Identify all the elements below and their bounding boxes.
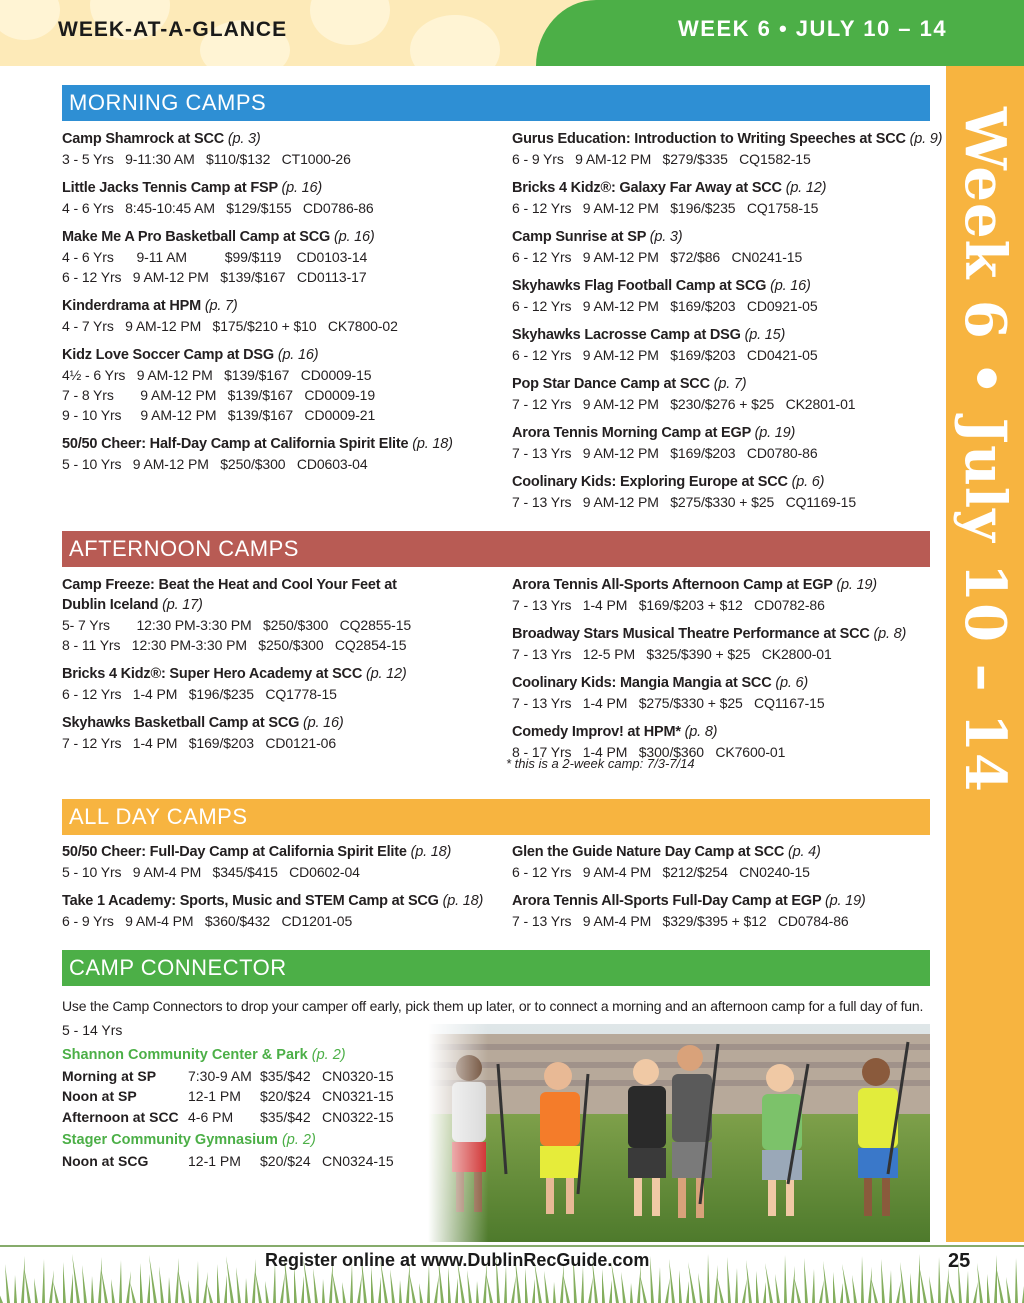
connector-code: CN0320-15 bbox=[322, 1067, 394, 1084]
page-reference: (p. 16) bbox=[333, 229, 375, 245]
camp-session: 4 - 6 Yrs 8:45-10:45 AM $129/$155 CD0786-86 bbox=[62, 200, 374, 216]
camp-connector-heading: CAMP CONNECTOR bbox=[62, 950, 930, 986]
camp-session: 6 - 12 Yrs 9 AM-12 PM $169/$203 CD0421-05 bbox=[512, 347, 818, 363]
camp-listing bbox=[62, 129, 492, 169]
camp-session: 8 - 11 Yrs 12:30 PM-3:30 PM $250/$300 CQ2854-15 bbox=[62, 637, 407, 653]
connector-time: 12-1 PM bbox=[188, 1088, 241, 1104]
camp-listing bbox=[62, 664, 492, 704]
camp-session: 5 - 10 Yrs 9 AM-12 PM $250/$300 CD0603-04 bbox=[62, 456, 368, 472]
camp-title: Bricks 4 Kidz®: Galaxy Far Away at SCC (p. 12) bbox=[512, 180, 827, 196]
camp-listing bbox=[512, 178, 942, 218]
connector-name: Morning at SP bbox=[62, 1067, 157, 1084]
camp-session: 7 - 13 Yrs 9 AM-4 PM $329/$395 + $12 CD0784-86 bbox=[512, 913, 849, 929]
connector-price: $20/$24 bbox=[260, 1088, 311, 1104]
camp-session: 7 - 12 Yrs 9 AM-12 PM $230/$276 + $25 CK2801-01 bbox=[512, 396, 856, 412]
camp-listing bbox=[62, 227, 492, 287]
page-reference: (p. 16) bbox=[303, 715, 344, 731]
camp-title: Skyhawks Basketball Camp at SCG (p. 16) bbox=[62, 715, 344, 731]
camp-session: 6 - 12 Yrs 9 AM-12 PM $139/$167 CD0113-17 bbox=[62, 269, 367, 285]
connector-price: $35/$42 bbox=[260, 1067, 311, 1084]
connector-row bbox=[62, 1107, 422, 1128]
page-reference: (p. 4) bbox=[788, 844, 821, 860]
page-reference: (p. 7) bbox=[204, 298, 238, 314]
camp-listing bbox=[62, 891, 492, 931]
camp-listing bbox=[512, 374, 942, 414]
connector-intro: Use the Camp Connectors to drop your camper off early, pick them up later, or to connect a morning and an afternoon camp for a full day of fun. bbox=[62, 998, 924, 1014]
morning-left-column bbox=[62, 129, 492, 483]
afternoon-left-column bbox=[62, 575, 492, 762]
camp-listing bbox=[512, 423, 942, 463]
camp-listing bbox=[62, 575, 492, 655]
camp-title: Camp Shamrock at SCC (p. 3) bbox=[62, 131, 261, 147]
camp-session: 7 - 13 Yrs 1-4 PM $169/$203 + $12 CD0782-86 bbox=[512, 597, 825, 613]
afternoon-right-column bbox=[506, 575, 942, 780]
connector-code: CN0322-15 bbox=[322, 1108, 394, 1125]
camp-listing bbox=[512, 129, 942, 169]
camp-session: 6 - 12 Yrs 1-4 PM $196/$235 CQ1778-15 bbox=[62, 686, 337, 702]
camp-session: 7 - 8 Yrs 9 AM-12 PM $139/$167 CD0009-19 bbox=[62, 387, 376, 403]
camp-title: Camp Freeze: Beat the Heat and Cool Your Feet at bbox=[62, 577, 397, 593]
camp-listing bbox=[512, 276, 942, 316]
page-reference: (p. 16) bbox=[770, 278, 811, 294]
camp-session: 7 - 12 Yrs 1-4 PM $169/$203 CD0121-06 bbox=[62, 735, 337, 751]
camp-session: 7 - 13 Yrs 1-4 PM $275/$330 + $25 CQ1167-15 bbox=[512, 695, 825, 711]
camp-session: 6 - 9 Yrs 9 AM-12 PM $279/$335 CQ1582-15 bbox=[512, 151, 811, 167]
kids-lacrosse-photo bbox=[428, 1024, 930, 1242]
camp-title: Coolinary Kids: Mangia Mangia at SCC (p. 6) bbox=[512, 675, 808, 691]
camp-title: Arora Tennis All-Sports Full-Day Camp at EGP (p. 19) bbox=[512, 893, 866, 909]
camp-session: 8 - 17 Yrs 1-4 PM $300/$360 CK7600-01 bbox=[512, 744, 786, 760]
camp-listing bbox=[62, 434, 492, 474]
camp-session: 6 - 12 Yrs 9 AM-12 PM $72/$86 CN0241-15 bbox=[512, 249, 803, 265]
camp-session: 6 - 12 Yrs 9 AM-4 PM $212/$254 CN0240-15 bbox=[512, 864, 810, 880]
camp-listing bbox=[512, 575, 942, 615]
camp-listing bbox=[506, 722, 942, 771]
location-heading: Shannon Community Center & Park (p. 2) bbox=[62, 1046, 346, 1063]
camp-session: 9 - 10 Yrs 9 AM-12 PM $139/$167 CD0009-21 bbox=[62, 407, 376, 423]
page-reference: (p. 6) bbox=[775, 675, 808, 691]
camp-title: 50/50 Cheer: Full-Day Camp at California Spirit Elite (p. 18) bbox=[62, 844, 452, 860]
camp-session: 7 - 13 Yrs 9 AM-12 PM $275/$330 + $25 CQ1169-15 bbox=[512, 494, 857, 510]
page-reference: (p. 9) bbox=[909, 131, 943, 147]
camp-title: Broadway Stars Musical Theatre Performance at SCC (p. 8) bbox=[512, 626, 907, 642]
connector-time: 7:30-9 AM bbox=[188, 1067, 252, 1084]
camp-listing bbox=[62, 842, 492, 882]
camp-title: Pop Star Dance Camp at SCC (p. 7) bbox=[512, 376, 747, 392]
connector-row bbox=[62, 1066, 422, 1087]
page-reference: (p. 6) bbox=[791, 474, 825, 490]
connector-time: 4-6 PM bbox=[188, 1108, 234, 1125]
page-reference: (p. 18) bbox=[412, 436, 453, 452]
header-band bbox=[0, 0, 1024, 66]
camp-session: 4 - 6 Yrs 9-11 AM $99/$119 CD0103-14 bbox=[62, 249, 368, 265]
all-day-left-column bbox=[62, 842, 492, 940]
page-number: 25 bbox=[948, 1250, 971, 1272]
all-day-camps-heading: ALL DAY CAMPS bbox=[62, 799, 930, 835]
page-reference: (p. 12) bbox=[785, 180, 827, 196]
camp-listing bbox=[62, 178, 492, 218]
all-day-right-column bbox=[512, 842, 942, 940]
location-heading: Stager Community Gymnasium (p. 2) bbox=[62, 1132, 316, 1148]
camp-session: 7 - 13 Yrs 9 AM-12 PM $169/$203 CD0780-86 bbox=[512, 445, 818, 461]
flower-pattern bbox=[410, 15, 500, 66]
connector-code: CN0321-15 bbox=[322, 1088, 394, 1104]
page-reference: (p. 16) bbox=[281, 180, 323, 196]
camp-note: * this is a 2-week camp: 7/3-7/14 bbox=[506, 756, 695, 771]
camp-title: Kidz Love Soccer Camp at DSG (p. 16) bbox=[62, 347, 319, 363]
camp-listing bbox=[512, 227, 942, 267]
page-reference: (p. 19) bbox=[836, 577, 877, 593]
morning-camps-heading: MORNING CAMPS bbox=[62, 85, 930, 121]
connector-list bbox=[62, 1020, 422, 1172]
camp-session: 7 - 13 Yrs 12-5 PM $325/$390 + $25 CK2800-01 bbox=[512, 646, 832, 662]
camp-listing bbox=[512, 624, 942, 664]
camp-listing bbox=[512, 325, 942, 365]
week-dates-label: WEEK 6 • JULY 10 – 14 bbox=[678, 16, 948, 41]
camp-listing bbox=[62, 296, 492, 336]
camp-listing bbox=[512, 673, 942, 713]
camp-title: Arora Tennis All-Sports Afternoon Camp at EGP (p. 19) bbox=[512, 577, 877, 593]
page-reference: (p. 17) bbox=[162, 597, 203, 613]
camp-title: Make Me A Pro Basketball Camp at SCG (p. 16) bbox=[62, 229, 375, 245]
camp-listing bbox=[62, 345, 492, 425]
camp-listing bbox=[512, 891, 942, 931]
page-reference: (p. 8) bbox=[873, 626, 907, 642]
connector-price: $20/$24 bbox=[260, 1153, 311, 1169]
connector-name: Noon at SP bbox=[62, 1088, 137, 1104]
camp-session: 5 - 10 Yrs 9 AM-4 PM $345/$415 CD0602-04 bbox=[62, 864, 360, 880]
connector-price: $35/$42 bbox=[260, 1108, 311, 1125]
page-reference: (p. 18) bbox=[442, 893, 484, 909]
afternoon-camps-heading: AFTERNOON CAMPS bbox=[62, 531, 930, 567]
camp-listing bbox=[62, 713, 492, 753]
register-online-link[interactable]: Register online at www.DublinRecGuide.com bbox=[265, 1250, 650, 1270]
page-reference: (p. 19) bbox=[825, 893, 866, 909]
camp-title: Glen the Guide Nature Day Camp at SCC (p. 4) bbox=[512, 844, 821, 860]
camp-title: Gurus Education: Introduction to Writing Speeches at SCC (p. 9) bbox=[512, 131, 943, 147]
connector-row bbox=[62, 1151, 422, 1172]
camp-title: 50/50 Cheer: Half-Day Camp at California Spirit Elite (p. 18) bbox=[62, 436, 453, 452]
camp-session: 4 - 7 Yrs 9 AM-12 PM $175/$210 + $10 CK7800-02 bbox=[62, 318, 398, 334]
page-reference: (p. 7) bbox=[713, 376, 747, 392]
page-reference: (p. 18) bbox=[410, 844, 452, 860]
camp-title: Arora Tennis Morning Camp at EGP (p. 19) bbox=[512, 425, 796, 441]
flower-pattern bbox=[310, 0, 390, 45]
camp-session: 6 - 12 Yrs 9 AM-12 PM $196/$235 CQ1758-15 bbox=[512, 200, 819, 216]
page-reference: (p. 8) bbox=[684, 724, 718, 740]
camp-session: 5- 7 Yrs 12:30 PM-3:30 PM $250/$300 CQ2855-15 bbox=[62, 617, 412, 633]
page-reference: (p. 3) bbox=[227, 131, 261, 147]
camp-title: Comedy Improv! at HPM* (p. 8) bbox=[512, 724, 718, 740]
camp-session: 4½ - 6 Yrs 9 AM-12 PM $139/$167 CD0009-15 bbox=[62, 367, 372, 383]
flower-pattern bbox=[0, 0, 60, 40]
connector-ages: 5 - 14 Yrs bbox=[62, 1022, 123, 1038]
camp-title: Dublin Iceland (p. 17) bbox=[62, 597, 203, 613]
camp-title: Kinderdrama at HPM (p. 7) bbox=[62, 298, 238, 314]
camp-title: Little Jacks Tennis Camp at FSP (p. 16) bbox=[62, 180, 323, 196]
connector-code: CN0324-15 bbox=[322, 1153, 394, 1169]
page-reference: (p. 19) bbox=[754, 425, 796, 441]
camp-listing bbox=[512, 472, 942, 512]
week-at-a-glance-label: WEEK-AT-A-GLANCE bbox=[58, 18, 288, 41]
camp-title: Bricks 4 Kidz®: Super Hero Academy at SCC (p. 12) bbox=[62, 666, 407, 682]
camp-session: 6 - 12 Yrs 9 AM-12 PM $169/$203 CD0921-05 bbox=[512, 298, 818, 314]
connector-name: Noon at SCG bbox=[62, 1153, 149, 1169]
page-reference: (p. 15) bbox=[744, 327, 786, 343]
camp-listing bbox=[512, 842, 942, 882]
camp-session: 6 - 9 Yrs 9 AM-4 PM $360/$432 CD1201-05 bbox=[62, 913, 353, 929]
page-reference: (p. 16) bbox=[277, 347, 319, 363]
connector-row bbox=[62, 1086, 422, 1107]
camp-title: Camp Sunrise at SP (p. 3) bbox=[512, 229, 683, 245]
week-dates-tab bbox=[536, 0, 1024, 66]
connector-name: Afternoon at SCC bbox=[62, 1108, 179, 1125]
camp-session: 3 - 5 Yrs 9-11:30 AM $110/$132 CT1000-26 bbox=[62, 151, 351, 167]
page-reference: (p. 12) bbox=[365, 666, 407, 682]
connector-time: 12-1 PM bbox=[188, 1153, 241, 1169]
camp-title: Skyhawks Lacrosse Camp at DSG (p. 15) bbox=[512, 327, 786, 343]
camp-title: Skyhawks Flag Football Camp at SCG (p. 16) bbox=[512, 278, 811, 294]
page-reference: (p. 3) bbox=[649, 229, 683, 245]
morning-right-column bbox=[512, 129, 942, 521]
camp-title: Coolinary Kids: Exploring Europe at SCC (p. 6) bbox=[512, 474, 825, 490]
camp-title: Take 1 Academy: Sports, Music and STEM Camp at SCG (p. 18) bbox=[62, 893, 484, 909]
side-banner-text: Week 6 • July 10 – 14 bbox=[952, 107, 1018, 793]
